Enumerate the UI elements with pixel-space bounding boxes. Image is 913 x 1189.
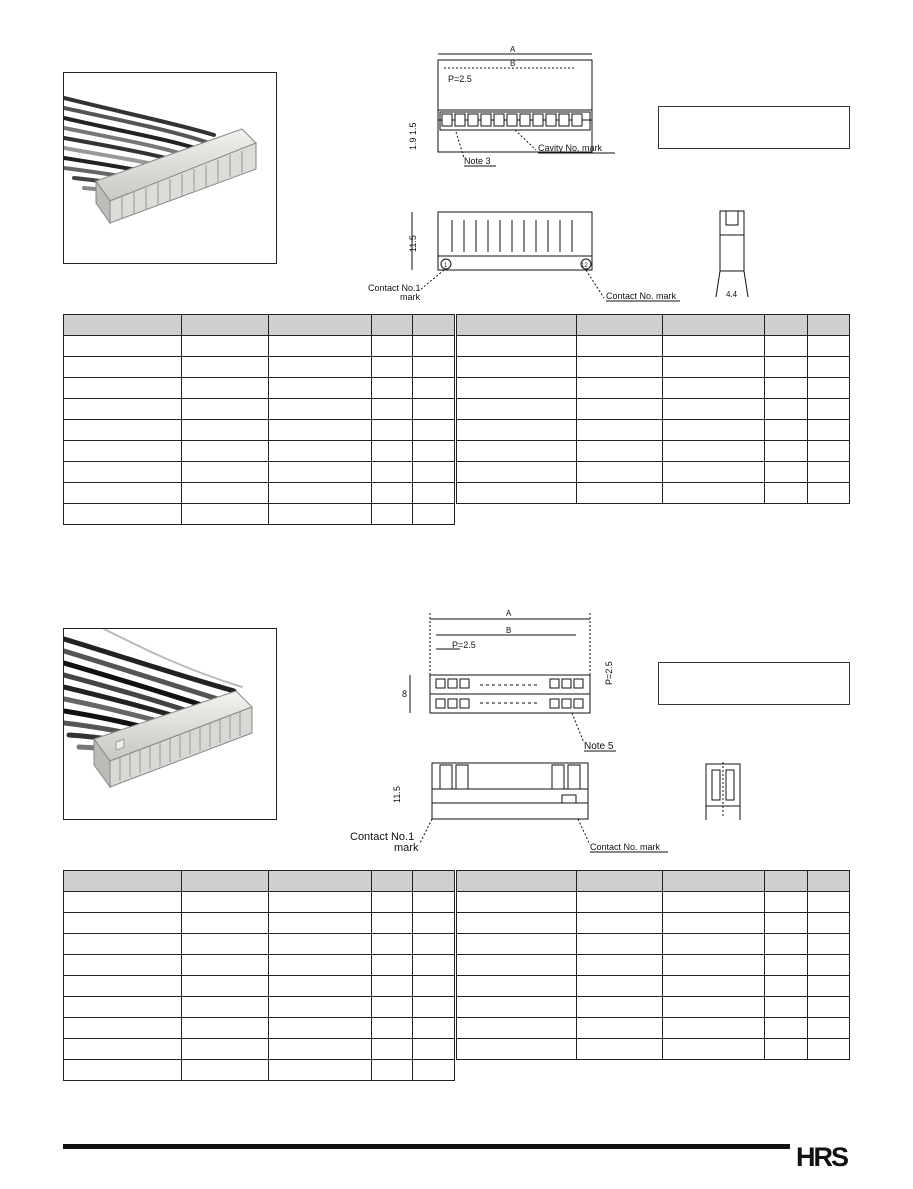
table-row [457, 399, 850, 420]
spec-table-bottom-right [456, 870, 850, 1060]
table-row [64, 913, 455, 934]
table-row [457, 934, 850, 955]
note-3-label: Note 3 [464, 156, 491, 166]
table-row [457, 462, 850, 483]
table-row [64, 934, 455, 955]
table-row [64, 892, 455, 913]
contact-no1-line2: mark [400, 292, 420, 302]
table-row [64, 378, 455, 399]
table-row [64, 483, 455, 504]
table-row [457, 336, 850, 357]
table-row [457, 1039, 850, 1060]
note-5-label: Note 5 [584, 741, 614, 752]
cavity-no-mark-label: Cavity No. mark [538, 143, 603, 153]
contact-no-end-num: 12 [581, 263, 588, 269]
table-row [64, 1060, 455, 1081]
contact-no-mark-label: Contact No. mark [590, 842, 661, 852]
legend-box-bottom [658, 662, 850, 705]
contact-no1-line1: Contact No.1 [368, 283, 421, 293]
table-row [64, 336, 455, 357]
table-header-row [64, 871, 455, 892]
top-connector-drawing [360, 40, 700, 310]
bottom-connector-drawing [340, 605, 680, 855]
table-row [457, 441, 850, 462]
table-row [457, 357, 850, 378]
pitch-right-label: P=2.5 [604, 661, 614, 685]
connector-photo-image [64, 73, 276, 263]
dim-b-label: B [510, 59, 516, 68]
side-dim-label: 11.5 [392, 786, 402, 803]
table-row [64, 357, 455, 378]
table-row [457, 892, 850, 913]
side-dim-label: 11.5 [408, 235, 418, 252]
dim-b-label: B [506, 626, 512, 635]
table-row [457, 997, 850, 1018]
product-photo-bottom [63, 628, 277, 820]
table-row [457, 483, 850, 504]
table-row [64, 976, 455, 997]
hrs-logo [796, 1140, 850, 1170]
table-row [64, 1039, 455, 1060]
table-row [64, 955, 455, 976]
table-header-row [457, 871, 850, 892]
table-row [64, 399, 455, 420]
contact-no1-line2: mark [394, 842, 419, 854]
bottom-view-outline [438, 212, 592, 270]
contact-no-mark-label: Contact No. mark [606, 291, 677, 301]
connector-photo-image [64, 629, 276, 819]
table-row [457, 955, 850, 976]
table-row [457, 1018, 850, 1039]
dim-a-label: A [506, 609, 512, 618]
footer-rule [63, 1144, 790, 1149]
height-dim-label: 8 [402, 689, 408, 699]
bottom-side-view [696, 760, 756, 824]
spec-table-bottom-left [63, 870, 455, 1081]
table-header-row [64, 315, 455, 336]
table-row [64, 420, 455, 441]
table-row [457, 378, 850, 399]
product-photo-top [63, 72, 277, 264]
table-row [64, 997, 455, 1018]
logo-text: HRS [796, 1142, 848, 1170]
table-row [64, 504, 455, 525]
table-header-row [457, 315, 850, 336]
table-row [457, 976, 850, 997]
table-row [457, 420, 850, 441]
table-row [64, 462, 455, 483]
spec-table-top-left [63, 314, 455, 525]
top-side-view [712, 205, 762, 305]
table-row [457, 913, 850, 934]
pitch-label: P=2.5 [448, 74, 472, 84]
pitch-label: P=2.5 [452, 640, 476, 650]
dim-a-label: A [510, 45, 516, 54]
legend-box-top [658, 106, 850, 149]
spec-table-top-right [456, 314, 850, 504]
bottom-view-outline [432, 763, 588, 819]
table-row [64, 1018, 455, 1039]
contact-no1-line1: Contact No.1 [350, 831, 415, 843]
width-dim-label: 4.4 [726, 290, 738, 299]
contact-no1-num: 1 [444, 263, 448, 269]
height-dim-left: 1.9 1.5 [408, 122, 418, 150]
table-row [64, 441, 455, 462]
